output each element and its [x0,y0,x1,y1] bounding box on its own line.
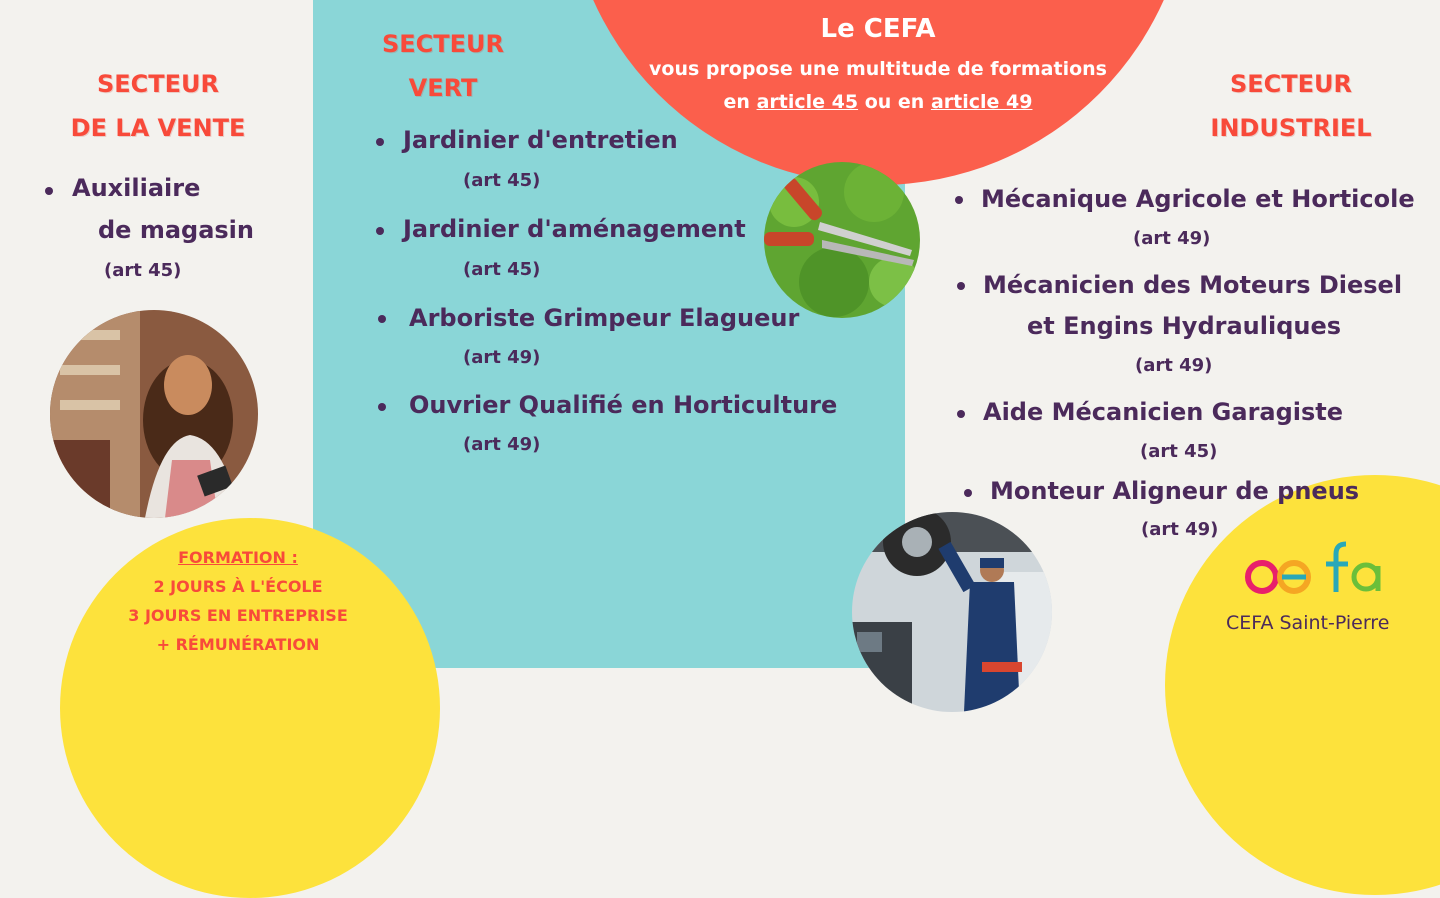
mechanic-photo [852,512,1052,712]
vert-item-2: Jardinier d'aménagement [403,215,746,243]
vente-bullet [45,187,53,195]
vert-bullet-3 [378,315,386,323]
header-line3 [678,91,1078,113]
vente-item-art: (art 45) [104,260,182,281]
industriel-bullet-4 [964,489,972,497]
industriel-item-1: Mécanique Agricole et Horticole [981,185,1415,213]
industriel-item-3-art: (art 45) [1140,441,1218,462]
cefa-logo [1244,540,1384,600]
industriel-item-1-art: (art 49) [1133,228,1211,249]
header-title: Le CEFA [820,14,936,44]
vert-heading-line2: VERT [408,74,478,102]
vert-item-1-art: (art 45) [463,170,541,191]
vente-heading-line1: SECTEUR [96,70,220,98]
industriel-bullet-1 [955,196,963,204]
header-subtitle: vous propose une multitude de formations [649,58,1107,80]
formation-title: FORMATION : [178,548,298,567]
industriel-bullet-3 [957,410,965,418]
industriel-heading [1176,62,1406,150]
industriel-heading-line2: INDUSTRIEL [1210,114,1372,142]
formation-line3: + RÉMUNÉRATION [156,635,320,654]
vert-bullet-1 [376,138,384,146]
vert-item-1: Jardinier d'entretien [403,126,678,154]
industriel-bullet-2 [957,282,965,290]
vert-item-2-art: (art 45) [463,259,541,280]
vert-heading [366,22,520,110]
vert-item-3-art: (art 49) [463,347,541,368]
vert-item-4-art: (art 49) [463,434,541,455]
industriel-item-3: Aide Mécanicien Garagiste [983,398,1344,426]
vente-heading [38,62,278,150]
vert-item-4: Ouvrier Qualifié en Horticulture [409,391,838,419]
header-line3-prefix: en [723,91,757,113]
vert-bullet-4 [378,403,386,411]
industriel-item-2-line1: Mécanicien des Moteurs Diesel [983,271,1403,299]
vente-heading-line2: DE LA VENTE [70,114,246,142]
industriel-item-4: Monteur Aligneur de pneus [990,477,1360,505]
header-line3-mid: ou en [858,91,931,113]
article-45-link[interactable]: article 45 [756,91,859,113]
vert-bullet-2 [376,227,384,235]
formation-block [88,543,388,659]
vente-item-line2: de magasin [98,216,254,244]
shopkeeper-photo [50,310,258,518]
industriel-item-2-line2: et Engins Hydrauliques [1027,312,1342,340]
formation-line2: 3 JOURS EN ENTREPRISE [128,606,348,625]
hedge-shears-photo [764,162,920,318]
article-49-link[interactable]: article 49 [930,91,1033,113]
vente-item-line1: Auxiliaire [72,174,201,202]
industriel-item-4-art: (art 49) [1141,519,1219,540]
vert-heading-line1: SECTEUR [381,30,505,58]
industriel-heading-line1: SECTEUR [1229,70,1353,98]
vert-item-3: Arboriste Grimpeur Elagueur [409,304,800,332]
formation-line1: 2 JOURS À L'ÉCOLE [153,577,323,596]
cefa-logo-text: CEFA Saint-Pierre [1226,612,1390,634]
industriel-item-2-art: (art 49) [1135,355,1213,376]
